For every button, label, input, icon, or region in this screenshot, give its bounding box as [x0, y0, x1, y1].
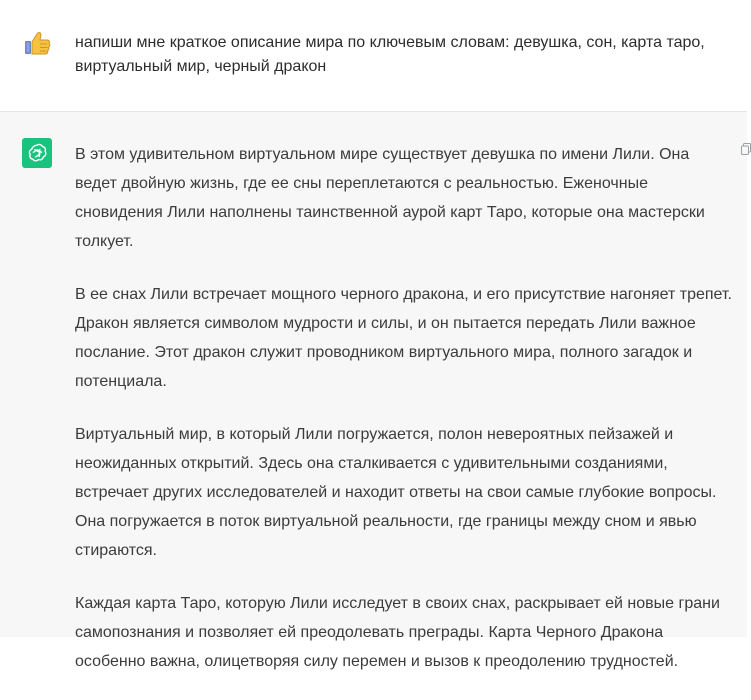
- user-message-text: напиши мне краткое описание мира по ключевым словам: девушка, сон, карта таро, виртуальный мир, черный дракон: [75, 34, 705, 75]
- assistant-message: [0, 112, 747, 670]
- user-message: [0, 0, 747, 112]
- copy-icon[interactable]: [741, 142, 751, 154]
- assistant-paragraph: В этом удивительном виртуальном мире существует девушка по имени Лили. Она ведет двойную жизнь, где ее сны переплетаются с реальностью. Еженочные сновидения Лили наполнены таинственной аурой карт Таро, которые она мастерски толкует.: [75, 146, 705, 250]
- assistant-message-text: [75, 140, 735, 700]
- assistant-paragraph: Виртуальный мир, в который Лили погружается, полон невероятных пейзажей и неожиданных открытий. Здесь она сталкивается с удивительными созданиями, встречает других исследователей и находит ответы на свои самые глубокие вопросы. Она погружается в поток виртуальной реальности, где границы между сном и явью стираются.: [75, 426, 717, 559]
- assistant-paragraph: Каждая карта Таро, которую Лили исследует в своих снах, раскрывает ей новые грани самопознания и позволяет ей преодолевать преграды. Карта Черного Дракона особенно важна, олицетворяя силу перемен и вызов к преодолению трудностей.: [75, 595, 720, 670]
- openai-logo-icon: [22, 138, 52, 168]
- thumbs-up-icon: [22, 28, 52, 58]
- assistant-paragraph: В ее снах Лили встречает мощного черного дракона, и его присутствие нагоняет трепет. Дракон является символом мудрости и силы, и он пытается передать Лили важное послание. Этот дракон служит проводником виртуального мира, полного загадок и потенциала.: [75, 286, 732, 390]
